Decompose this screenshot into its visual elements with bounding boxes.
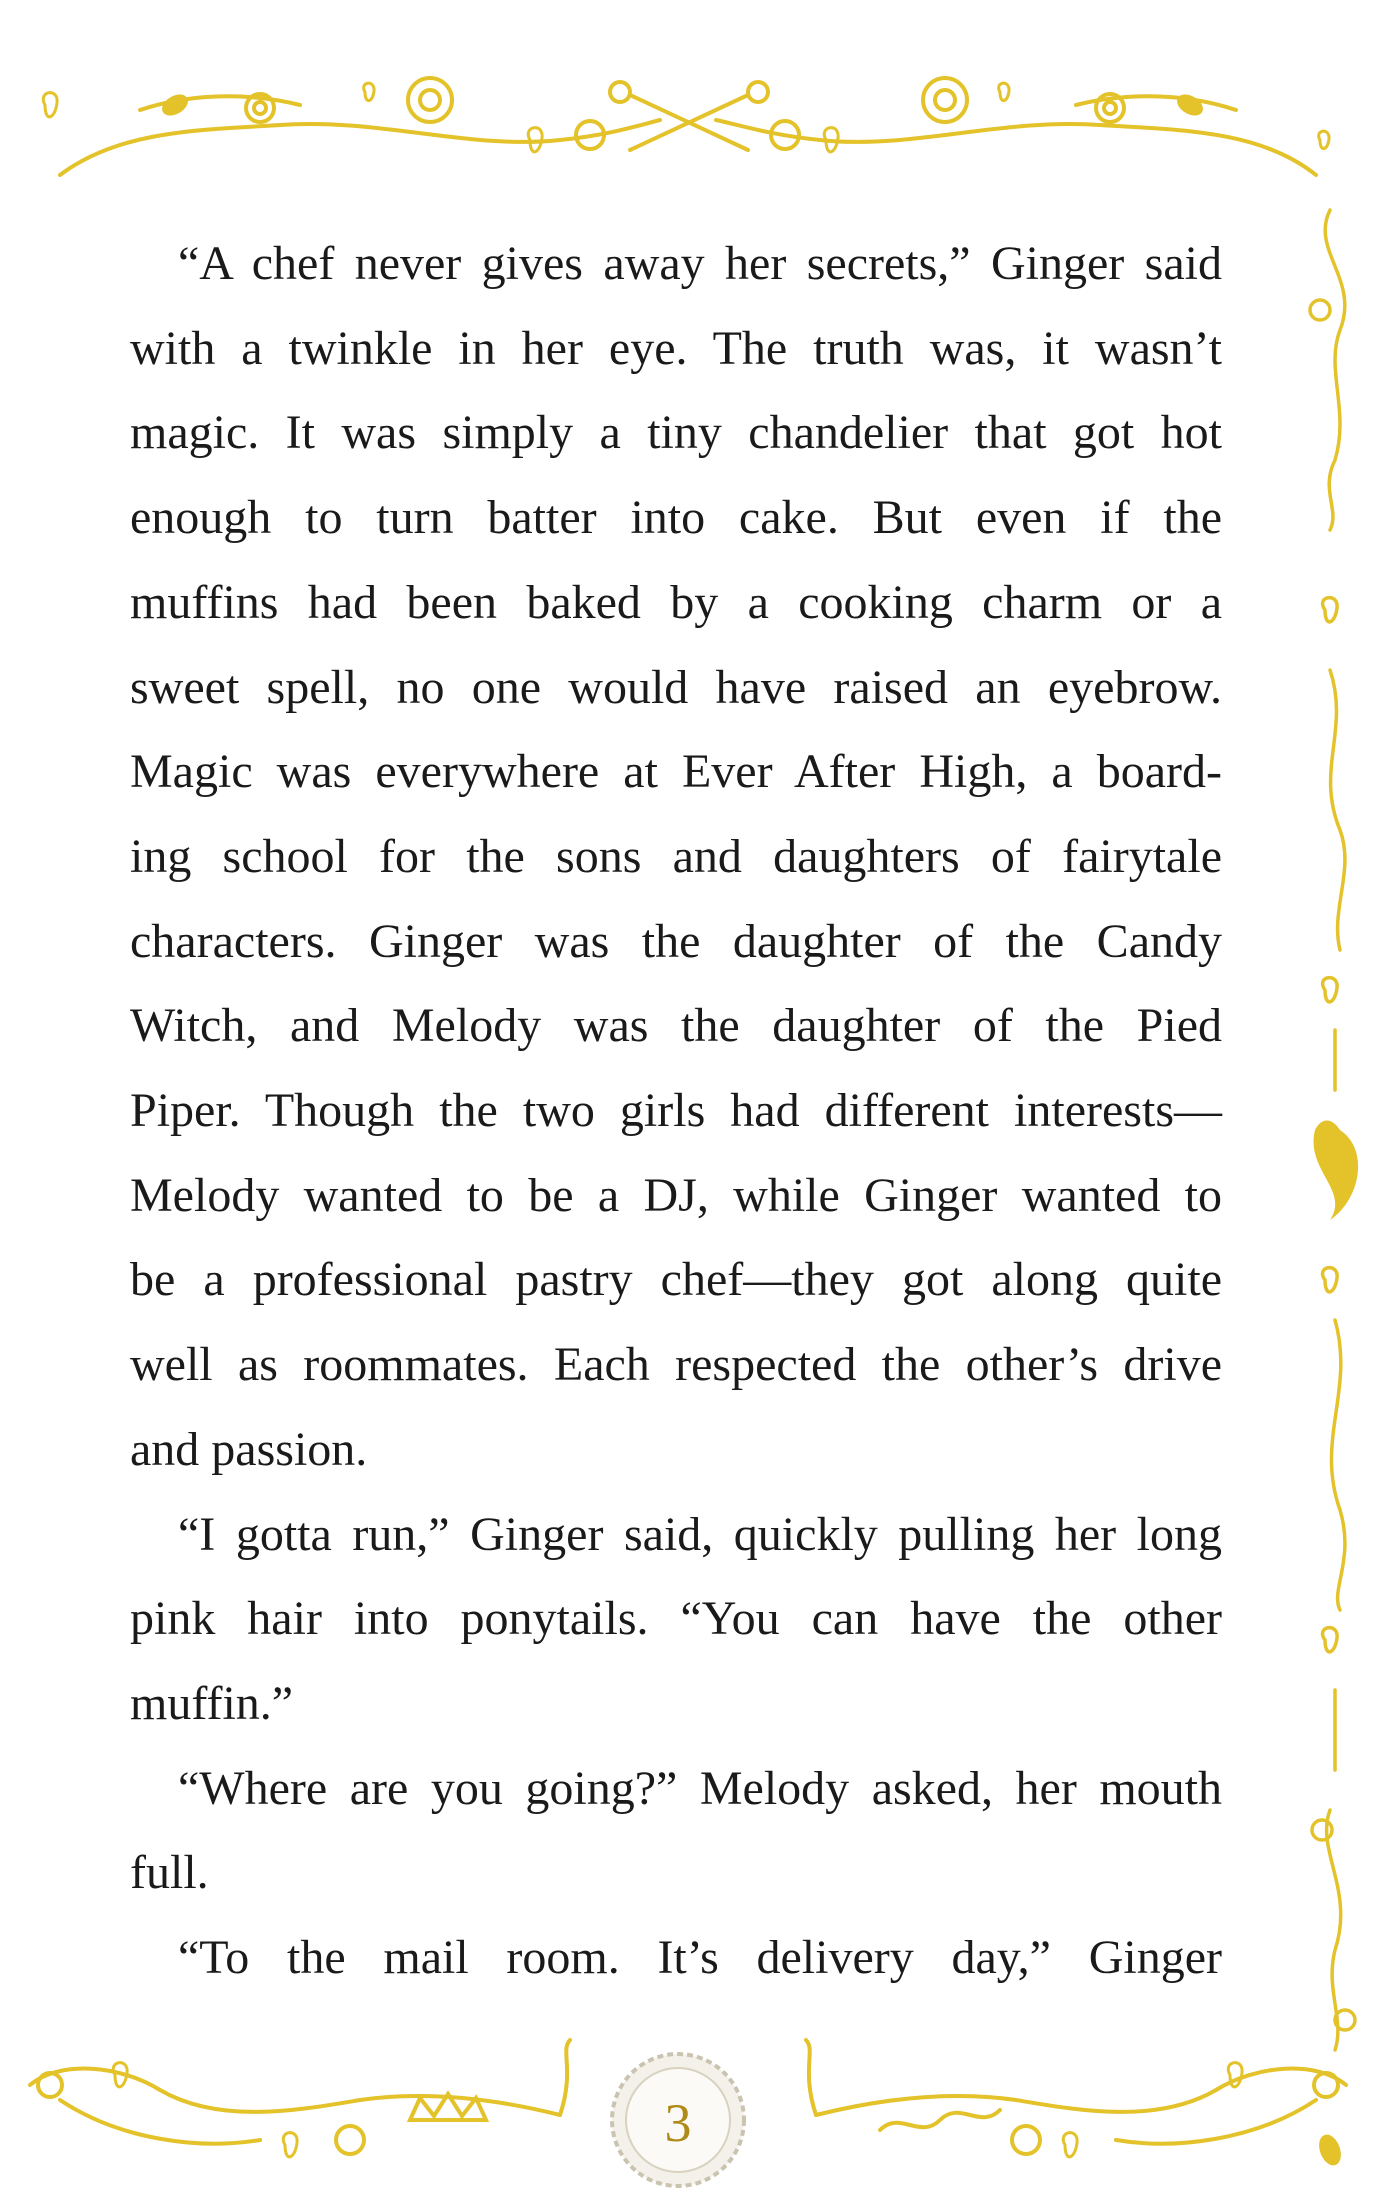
- text-line: “I gotta run,” Ginger said, quickly pulling her long: [178, 1507, 1222, 1561]
- text-line: “To the mail room. It’s delivery day,” Ginger: [178, 1931, 1222, 1985]
- side-ornamental-border: [1300, 190, 1376, 2070]
- text-line: enough to turn batter into cake. But even if the: [130, 491, 1222, 545]
- text-line: sweet spell, no one would have raised an eyebrow.: [130, 660, 1222, 714]
- top-ornamental-border: [0, 0, 1376, 200]
- text-line: Magic was everywhere at Ever After High, a board-: [130, 745, 1222, 799]
- text-line: be a professional pastry chef—they got along quite: [130, 1253, 1222, 1307]
- text-line: muffin.”: [130, 1676, 294, 1730]
- text-line: Melody wanted to be a DJ, while Ginger wanted to: [130, 1168, 1222, 1222]
- text-line: and passion.: [130, 1422, 368, 1476]
- text-line: with a twinkle in her eye. The truth was, it wasn’t: [130, 321, 1222, 375]
- page-number-medallion: [598, 2040, 758, 2200]
- text-line: pink hair into ponytails. “You can have the other: [130, 1592, 1222, 1646]
- text-line: full.: [130, 1846, 209, 1900]
- text-line: “Where are you going?” Melody asked, her mouth: [178, 1761, 1222, 1815]
- text-line: characters. Ginger was the daughter of the Candy: [130, 914, 1222, 968]
- text-line: ing school for the sons and daughters of fairytale: [130, 829, 1222, 883]
- text-line: well as roommates. Each respected the other’s drive: [130, 1338, 1222, 1392]
- page-number: 3: [664, 2093, 692, 2153]
- text-line: magic. It was simply a tiny chandelier that got hot: [130, 406, 1222, 460]
- text-line: Witch, and Melody was the daughter of the Pied: [130, 999, 1222, 1053]
- text-line: Piper. Though the two girls had different interests—: [130, 1084, 1222, 1138]
- text-line: muffins had been baked by a cooking charm or a: [130, 575, 1222, 629]
- chapter-text: [130, 222, 1222, 2001]
- text-line: “A chef never gives away her secrets,” Ginger said: [178, 237, 1222, 290]
